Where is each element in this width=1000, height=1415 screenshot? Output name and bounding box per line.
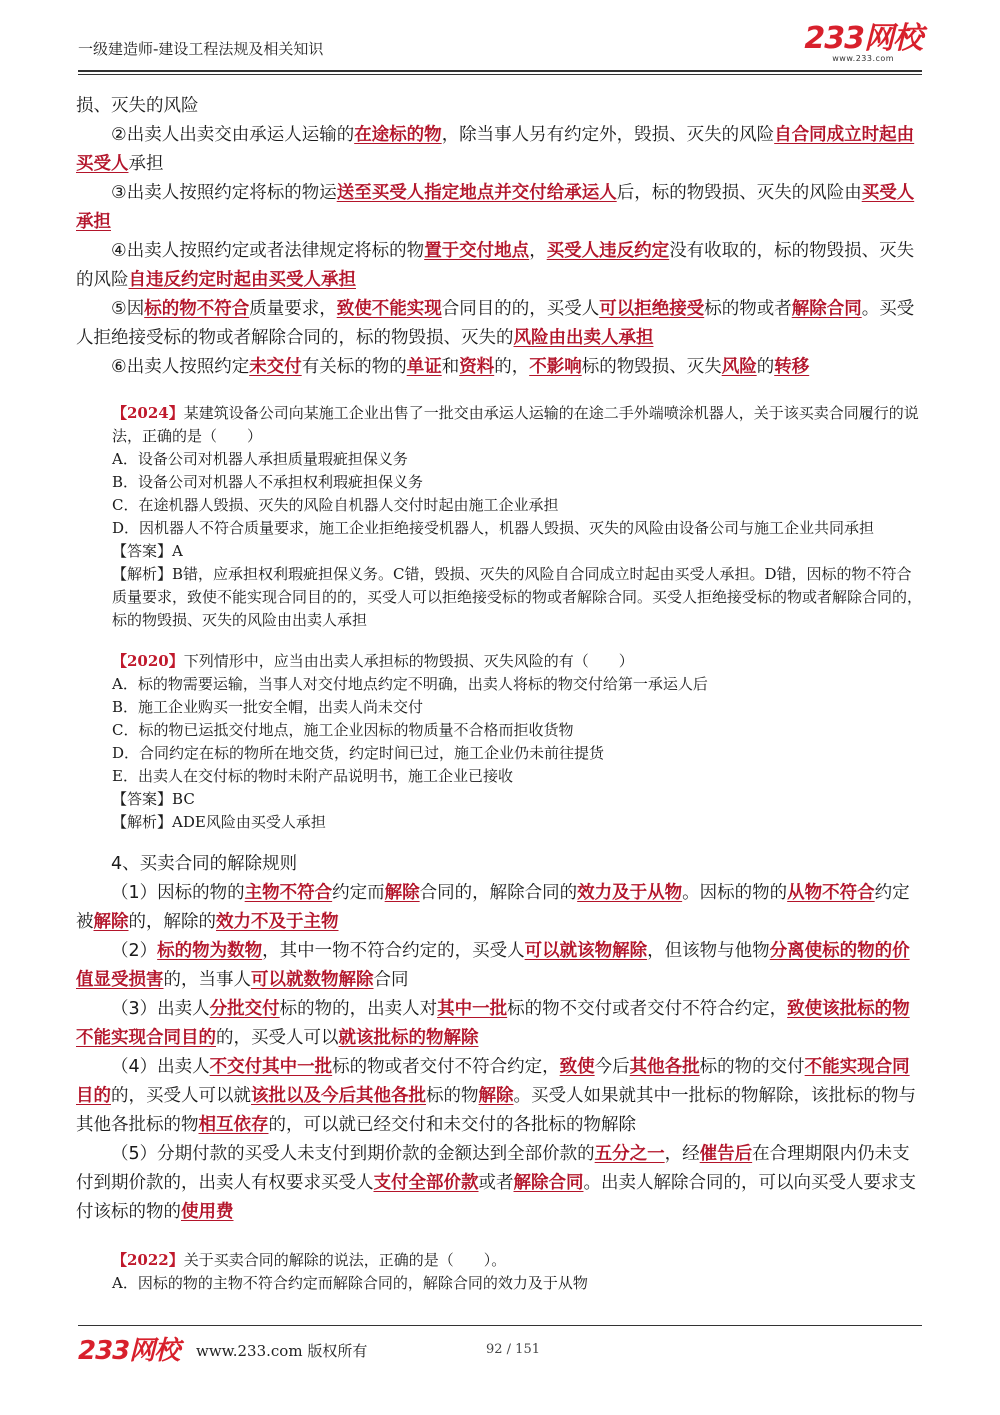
highlight: 可以拒绝接受 — [599, 299, 705, 319]
rule-3 — [76, 995, 926, 1053]
answer — [76, 540, 926, 563]
highlight: 买受人承担 — [76, 183, 915, 232]
analysis — [76, 811, 926, 834]
highlight: 该批以及今后其他各批 — [251, 1086, 426, 1106]
option-e: E．出卖人在交付标的物时未附产品说明书，施工企业已接收 — [112, 767, 513, 785]
rule-2 — [76, 937, 926, 995]
text: 的，解除的 — [128, 912, 216, 932]
text: 标的物的交付 — [699, 1057, 805, 1077]
highlight: 自违反约定时起由买受人承担 — [128, 270, 356, 290]
page-content — [76, 92, 926, 1295]
question-stem — [76, 1249, 926, 1272]
highlight: 从物不符合 — [787, 883, 875, 903]
highlight: 效力及于从物 — [577, 883, 683, 903]
question-text: 下列情形中，应当由出卖人承担标的物毁损、灭失风险的有（ ） — [183, 652, 634, 670]
answer-value: BC — [172, 790, 195, 808]
text: 今后 — [594, 1057, 630, 1077]
text: ⑥出卖人按照约定 — [111, 357, 250, 377]
text: 承担 — [128, 154, 164, 174]
highlight: 风险 — [721, 357, 757, 377]
highlight: 转移 — [774, 357, 810, 377]
page-header-title: 一级建造师-建设工程法规及相关知识 — [78, 40, 324, 58]
text: （5）分期付款的买受人未支付到期价款的金额达到全部价款的 — [111, 1144, 595, 1164]
text: 。买受人拒绝接受标的物或者解除合同的，标的物毁损、灭失的 — [76, 299, 915, 348]
highlight: 自合同成立时起由买受人 — [76, 125, 915, 174]
highlight: 未交付 — [249, 357, 302, 377]
text: 有关标的物的 — [301, 357, 407, 377]
question-2024 — [76, 402, 926, 632]
footer-copyright: www.233.com 版权所有 — [196, 1342, 368, 1360]
analysis-text: B错，应承担权利瑕疵担保义务。C错，毁损、灭失的风险自合同成立时起由买受人承担。D错，因标的物不符合质量要求，致使不能实现合同目的的，买受人可以拒绝接受标的物或者解除合同。买受人拒绝接受标的物或者解除合同的，标的物毁损、灭失的风险由出卖人承担 — [112, 565, 923, 629]
highlight: 解除 — [384, 883, 420, 903]
text: （1）因标的物的 — [111, 883, 245, 903]
highlight: 解除合同 — [513, 1173, 584, 1193]
answer-label: 【答案】 — [112, 542, 173, 560]
text: ②出卖人出卖交由承运人运输的 — [111, 125, 355, 145]
analysis-label: 【解析】 — [112, 813, 173, 831]
answer-label: 【答案】 — [112, 790, 173, 808]
rule-5 — [76, 1140, 926, 1227]
question-2022 — [76, 1249, 926, 1295]
highlight: 解除 — [478, 1086, 514, 1106]
question-text: 关于买卖合同的解除的说法，正确的是（ ）。 — [183, 1251, 507, 1269]
text: 标的物或者交付不符合约定， — [332, 1057, 560, 1077]
highlight: 可以就该物解除 — [524, 941, 648, 961]
highlight: 支付全部价款 — [373, 1173, 479, 1193]
text: 和 — [441, 357, 460, 377]
text: ④出卖人按照约定或者法律规定将标的物 — [111, 241, 425, 261]
text: 的， — [494, 357, 530, 377]
text: 合同目的的，买受人 — [441, 299, 600, 319]
paragraph-rule-3 — [76, 179, 926, 237]
text: （3）出卖人 — [111, 999, 210, 1019]
text: 标的物 — [426, 1086, 479, 1106]
question-year: 【2020】 — [112, 652, 184, 670]
footer-logo: 233网校 — [78, 1336, 180, 1366]
logo-url: www.233.com — [832, 54, 895, 63]
paragraph-rule-5 — [76, 295, 926, 353]
highlight: 分批交付 — [209, 999, 280, 1019]
section-title: 4、买卖合同的解除规则 — [111, 854, 298, 874]
paragraph-rule-4 — [76, 237, 926, 295]
highlight: 就该批标的物解除 — [338, 1028, 479, 1048]
highlight: 催告后 — [699, 1144, 753, 1164]
rule-1 — [76, 879, 926, 937]
question-2020 — [76, 650, 926, 834]
highlight: 标的物不符合 — [144, 299, 250, 319]
question-stem — [76, 650, 926, 673]
text: （2） — [111, 941, 158, 961]
header-rule — [78, 70, 922, 75]
text: （4）出卖人 — [111, 1057, 210, 1077]
text: 约定而 — [332, 883, 385, 903]
text: 标的物或者 — [704, 299, 792, 319]
text: 约定被 — [76, 883, 910, 932]
text: 的，当事人 — [163, 970, 251, 990]
answer-value: A — [172, 542, 183, 560]
text: 合同的，解除合同的 — [419, 883, 578, 903]
highlight: 主物不符合 — [244, 883, 333, 903]
highlight: 不能实现合同目的 — [76, 1057, 910, 1106]
highlight: 解除 — [93, 912, 129, 932]
option-a: A．标的物需要运输，当事人对交付地点约定不明确，出卖人将标的物交付给第一承运人后 — [112, 675, 708, 693]
question-year: 【2024】 — [112, 404, 184, 422]
rule-4 — [76, 1053, 926, 1140]
highlight: 相互依存 — [198, 1115, 269, 1135]
text: 的，买受人可以就 — [111, 1086, 251, 1106]
option-d: D．因机器人不符合质量要求，施工企业拒绝接受机器人，机器人毁损、灭失的风险由设备公司与施工企业共同承担 — [112, 519, 875, 537]
text: 的，可以就已经交付和未交付的各批标的物解除 — [268, 1115, 636, 1135]
highlight: 不影响 — [529, 357, 582, 377]
highlight: 不交付其中一批 — [209, 1057, 333, 1077]
option-c: C．标的物已运抵交付地点，施工企业因标的物质量不合格而拒收货物 — [112, 721, 574, 739]
text: ，但该物与他物 — [647, 941, 770, 961]
analysis — [76, 563, 926, 632]
highlight: 可以就数物解除 — [251, 970, 374, 990]
highlight: 致使 — [559, 1057, 595, 1077]
section-4 — [76, 850, 926, 1227]
highlight: 送至买受人指定地点并交付给承运人 — [336, 183, 617, 203]
text: 合同 — [373, 970, 409, 990]
question-stem — [76, 402, 926, 448]
text: 在合理期限内仍未支付到期价款的，出卖人有权要求买受人 — [76, 1144, 910, 1193]
highlight: 使用费 — [181, 1202, 234, 1222]
highlight: 致使该批标的物不能实现合同目的 — [76, 999, 910, 1048]
text: 没有收取的，标的物毁损、灭失的风险 — [76, 241, 915, 290]
paragraph-rule-2 — [76, 121, 926, 179]
text: 的 — [756, 357, 775, 377]
paragraph-rule-6 — [76, 353, 926, 382]
highlight: 其中一批 — [437, 999, 508, 1019]
highlight: 其他各批 — [629, 1057, 700, 1077]
text: 。出卖人解除合同的，可以向买受人要求支付该标的物的 — [76, 1173, 916, 1222]
logo-text: 233网校 — [804, 21, 922, 56]
analysis-label: 【解析】 — [112, 565, 173, 583]
highlight: 解除合同 — [791, 299, 862, 319]
text: ，其中一物不符合约定的，买受人 — [262, 941, 525, 961]
text: ， — [529, 241, 547, 261]
highlight: 标的物为数物 — [157, 941, 263, 961]
highlight: 资料 — [459, 357, 495, 377]
highlight: 分离使标的物的价值显受损害 — [76, 941, 910, 990]
option-b: B．设备公司对机器人不承担权利瑕疵担保义务 — [112, 473, 424, 491]
text: ，经 — [664, 1144, 700, 1164]
highlight: 风险由出卖人承担 — [513, 328, 654, 348]
option-b: B．施工企业购买一批安全帽，出卖人尚未交付 — [112, 698, 424, 716]
brand-logo — [804, 21, 922, 63]
text: 质量要求， — [249, 299, 337, 319]
text: 或者 — [478, 1173, 514, 1193]
question-text: 某建筑设备公司向某施工企业出售了一批交由承运人运输的在途二手外端喷涂机器人，关于该买卖合同履行的说法，正确的是（ ） — [112, 404, 919, 445]
option-c: C．在途机器人毁损、灭失的风险自机器人交付时起由施工企业承担 — [112, 496, 559, 514]
text: ，除当事人另有约定外，毁损、灭失的风险 — [441, 125, 775, 145]
question-year: 【2022】 — [112, 1251, 184, 1269]
text: 。买受人如果就其中一批标的物解除，该批标的物与其他各批标的物 — [76, 1086, 916, 1135]
text: ⑤因 — [111, 299, 145, 319]
answer — [76, 788, 926, 811]
text: ③出卖人按照约定将标的物运 — [111, 183, 337, 203]
highlight: 单证 — [406, 357, 442, 377]
text: 的，买受人可以 — [216, 1028, 339, 1048]
text: 标的物的，出卖人对 — [279, 999, 438, 1019]
footer-rule — [78, 1325, 922, 1326]
text: 后，标的物毁损、灭失的风险由 — [616, 183, 862, 203]
option-d: D．合同约定在标的物所在地交货，约定时间已过，施工企业仍未前往提货 — [112, 744, 605, 762]
highlight: 在途标的物 — [354, 125, 442, 145]
option-a: A．因标的物的主物不符合约定而解除合同的，解除合同的效力及于从物 — [112, 1274, 588, 1292]
text: 标的物不交付或者交付不符合约定， — [507, 999, 788, 1019]
paragraph: 损、灭失的风险 — [76, 96, 199, 116]
text: 标的物毁损、灭失 — [581, 357, 722, 377]
page-number: 92 / 151 — [486, 1342, 540, 1357]
highlight: 效力不及于主物 — [216, 912, 339, 932]
highlight: 买受人违反约定 — [546, 241, 670, 261]
text: 。因标的物的 — [682, 883, 788, 903]
analysis-text: ADE风险由买受人承担 — [172, 813, 326, 831]
highlight: 致使不能实现 — [336, 299, 442, 319]
highlight: 置于交付地点 — [424, 241, 530, 261]
highlight: 五分之一 — [594, 1144, 665, 1164]
option-a: A．设备公司对机器人承担质量瑕疵担保义务 — [112, 450, 408, 468]
